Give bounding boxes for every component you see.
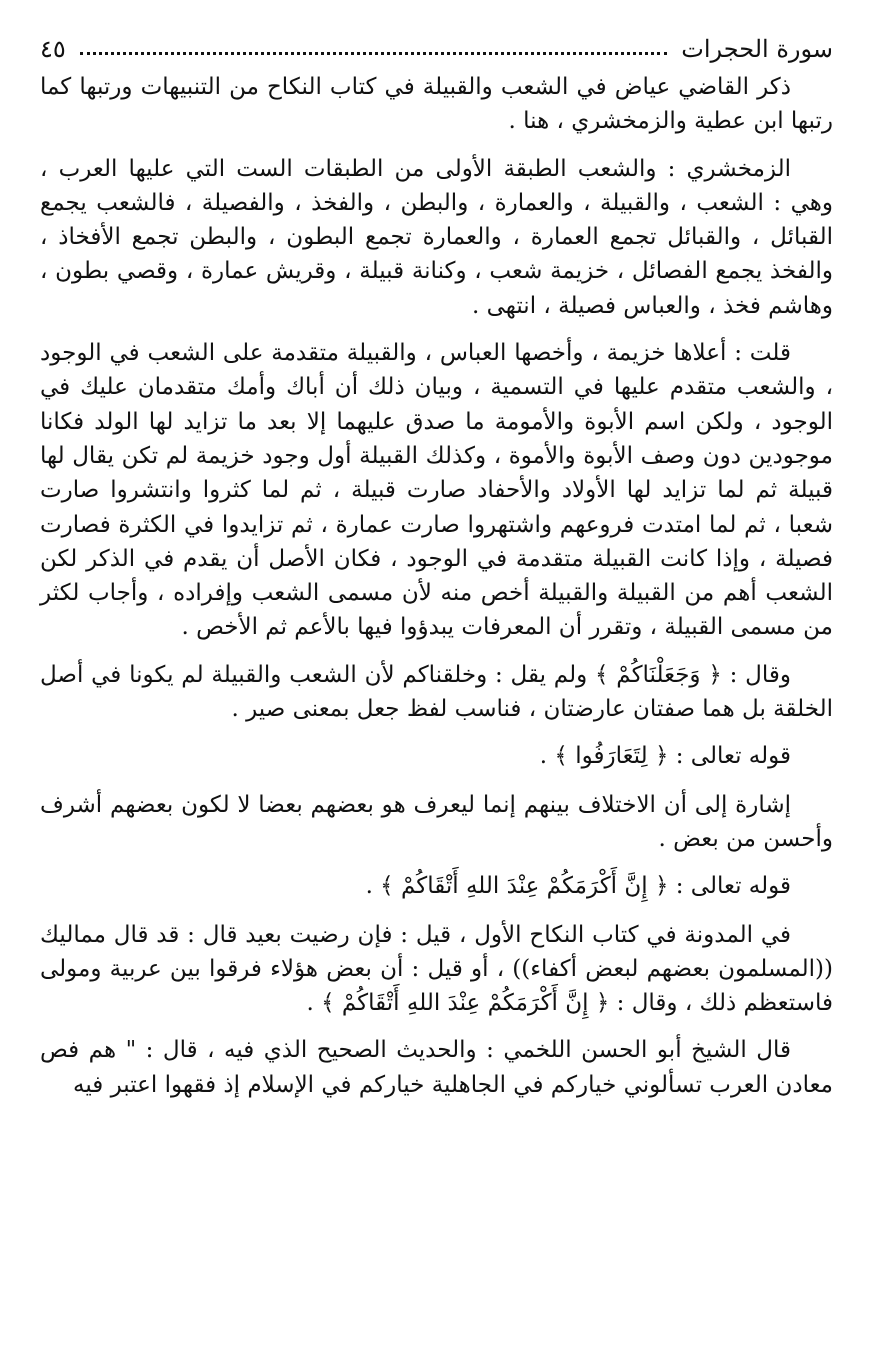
paragraph-lakhmi: قال الشيخ أبو الحسن اللخمي : والحديث الصحيح الذي فيه ، قال : " هم فص معادن العرب تسألوني خياركم في الجاهلية خياركم في الإسلام إذ فقهوا اعتبر فيه (40, 1037, 833, 1098)
paragraph-li-taarafu: قوله تعالى : ﴿ لِتَعَارَفُوا ﴾ . (539, 743, 791, 770)
paragraph-mudawwana: في المدونة في كتاب النكاح الأول ، قيل : فإن رضيت بعيد قال : قد قال مماليك ((المسلمون بعضهم لبعض أكفاء)) ، أو قيل : أن بعض هؤلاء فرقوا بين عربية ومولى فاستعظم ذلك ، وقال : ﴿ إِنَّ أَكْرَمَكُمْ عِنْدَ اللهِ أَتْقَاكُمْ ﴾ . (40, 921, 833, 1017)
paragraph-ishara: إشارة إلى أن الاختلاف بينهم إنما ليعرف هو بعضهم بعضا لا لكون بعضهم أشرف وأحسن من بعض . (40, 791, 833, 852)
paragraph-wa-jaalnakum: وقال : ﴿ وَجَعَلْنَاكُمْ ﴾ ولم يقل : وخلقناكم لأن الشعب والقبيلة لم يكونا في أصل الخلقة بل هما صفتان عارضتان ، فناسب لفظ جعل بمعنى صير . (40, 661, 833, 723)
paragraph-qadi-iyad: ذكر القاضي عياض في الشعب والقبيلة في كتاب النكاح من التنبيهات ورتبها كما رتبها ابن عطية والزمخشري ، هنا . (40, 74, 833, 135)
header-dotted-leader (80, 52, 667, 55)
page-number: ٤٥ (40, 35, 66, 63)
page-header (40, 30, 833, 68)
paragraph-zamakhshari: الزمخشري : والشعب الطبقة الأولى من الطبقات الست التي عليها العرب ، وهي : الشعب ، والقبيلة ، والعمارة ، والبطن ، والفخذ ، والفصيلة ، فالشعب يجمع القبائل ، والقبائل تجمع العمارة ، والعمارة تجمع البطون ، والبطن تجمع الأفخاذ ، والفخذ يجمع الفصائل ، خزيمة شعب ، وكنانة قبيلة ، وقريش عمارة ، وقصي بطون ، وهاشم فخذ ، والعباس فصيلة ، انتهى . (40, 155, 833, 319)
book-page (40, 30, 833, 1115)
paragraph-qultu: قلت : أعلاها خزيمة ، وأخصها العباس ، والقبيلة متقدمة على الشعب في الوجود ، والشعب متقدم عليها في التسمية ، وبيان ذلك أن أباك وأمك متقدمان عليك في الوجود ، ولكن اسم الأبوة والأمومة ما صدق عليهما إلا بعد ما تزايد لها الولد فكانا موجودين دون وصف الأبوة والأموة ، وكذلك القبيلة أول وجود خزيمة لم تكن يقال لها قبيلة ثم لما تزايد لها الأولاد والأحفاد صارت قبيلة ، ثم لما كثروا وانتشروا صارت شعبا ، ثم لما امتدت فروعهم واشتهروا صارت عمارة ، ثم تزايدوا في الكثرة فصارت فصيلة ، وإذا كانت القبيلة متقدمة في الوجود ، فكان الأصل أن يقدم في الذكر لكن الشعب أهم من القبيلة والقبيلة أخص منه لأن مسمى الشعب وإفراده ، وأجاب لكثر من مسمى القبيلة ، وتقرر أن المعرفات يبدؤوا فيها بالأعم ثم الأخص . (40, 340, 833, 641)
surah-title: سورة الحجرات (681, 35, 833, 63)
paragraph-akramakum: قوله تعالى : ﴿ إِنَّ أَكْرَمَكُمْ عِنْدَ اللهِ أَتْقَاكُمْ ﴾ . (365, 873, 791, 900)
